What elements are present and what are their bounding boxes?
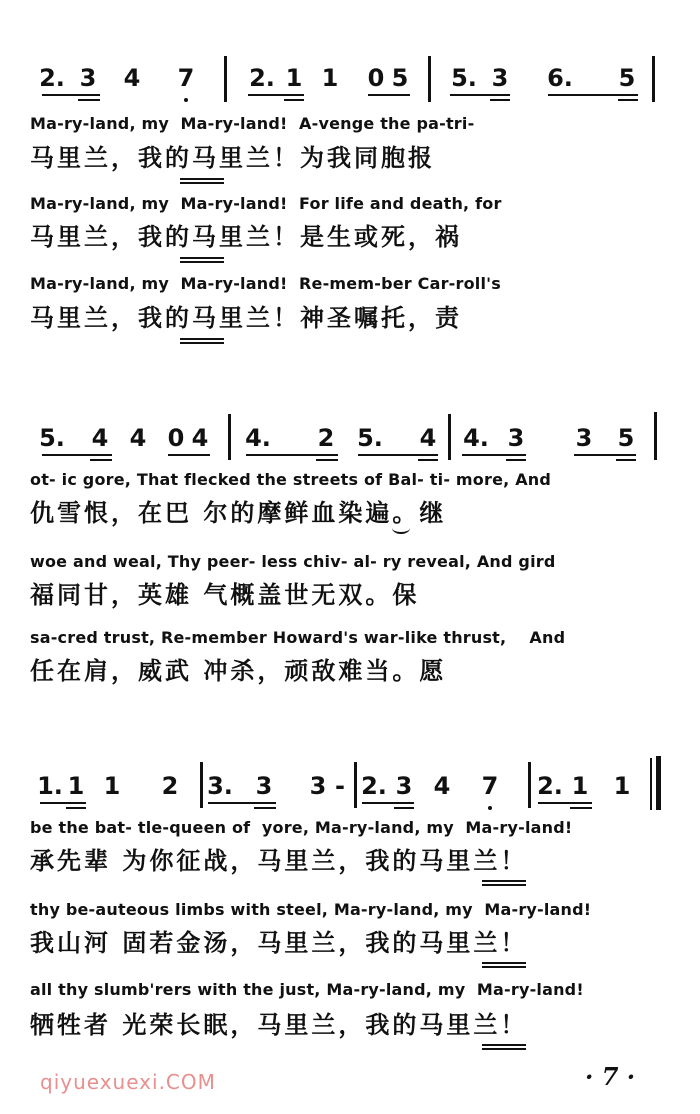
note: 6. bbox=[547, 64, 573, 92]
note: 2. bbox=[39, 64, 65, 92]
beam-underline bbox=[570, 807, 592, 809]
double-underline bbox=[482, 962, 526, 964]
note: 3 bbox=[395, 772, 413, 800]
note: 4 bbox=[191, 424, 209, 452]
double-underline bbox=[482, 884, 526, 886]
note: 4. bbox=[463, 424, 489, 452]
beam-underline bbox=[254, 807, 276, 809]
lyric-line-english: ot- ic gore, That flecked the streets of Bal- ti- more, And bbox=[30, 470, 552, 489]
note: 4 bbox=[129, 424, 147, 452]
note: 5 bbox=[618, 64, 636, 92]
beam-underline bbox=[208, 802, 276, 804]
lyric-line-english: Ma-ry-land, my Ma-ry-land! For life and death, for bbox=[30, 194, 502, 213]
note: 2 bbox=[317, 424, 335, 452]
note: 2. bbox=[537, 772, 563, 800]
lyric-line-chinese: 福同甘，英雄 气概盖世无双。保 bbox=[30, 581, 420, 609]
double-underline bbox=[482, 966, 526, 968]
note: 5 bbox=[391, 64, 409, 92]
note: 1 bbox=[67, 772, 85, 800]
beam-underline bbox=[40, 802, 86, 804]
note: 3 bbox=[309, 772, 327, 800]
final-barline-thin bbox=[650, 758, 652, 810]
lyric-line-chinese: 马里兰，我的马里兰！神圣嘱托，责 bbox=[30, 304, 462, 332]
note: 2 bbox=[161, 772, 179, 800]
lyric-line-chinese: 我山河 固若金汤，马里兰，我的马里兰！ bbox=[30, 929, 528, 957]
note: 3 bbox=[575, 424, 593, 452]
note: 4. bbox=[245, 424, 271, 452]
note: 1 bbox=[321, 64, 339, 92]
lyric-line-english: woe and weal, Thy peer- less chiv- al- ry reveal, And gird bbox=[30, 552, 556, 571]
final-barline-thick bbox=[656, 756, 661, 810]
beam-underline bbox=[362, 802, 414, 804]
double-underline bbox=[482, 880, 526, 882]
lyric-line-chinese: 任在肩，威武 冲杀，顽敌难当。愿 bbox=[30, 657, 447, 685]
note: 1 bbox=[285, 64, 303, 92]
watermark-text: qiyuexuexi.COM bbox=[40, 1070, 216, 1094]
note: 1 bbox=[613, 772, 631, 800]
note: 2. bbox=[361, 772, 387, 800]
note: 4 bbox=[419, 424, 437, 452]
note: 2. bbox=[249, 64, 275, 92]
note: 0 bbox=[367, 64, 385, 92]
lyric-line-chinese: 仇雪恨，在巴 尔的摩鲜血染遍。继 bbox=[30, 499, 447, 527]
note: 4 bbox=[433, 772, 451, 800]
note: 3 bbox=[491, 64, 509, 92]
beam-underline bbox=[538, 802, 592, 804]
note: 1. bbox=[37, 772, 63, 800]
barline bbox=[200, 762, 203, 808]
note: 3 bbox=[507, 424, 525, 452]
lower-octave-dot bbox=[488, 806, 492, 810]
note: 5 bbox=[617, 424, 635, 452]
note: 5. bbox=[357, 424, 383, 452]
note: 4 bbox=[91, 424, 109, 452]
note: 3 bbox=[255, 772, 273, 800]
note: 7 bbox=[177, 64, 195, 92]
lyric-line-english: be the bat- tle-queen of yore, Ma-ry-land, my Ma-ry-land! bbox=[30, 818, 573, 837]
note: 3 bbox=[79, 64, 97, 92]
note: 3. bbox=[207, 772, 233, 800]
note: 4 bbox=[123, 64, 141, 92]
lyric-line-english: Ma-ry-land, my Ma-ry-land! A-venge the pa-tri- bbox=[30, 114, 475, 133]
note: 7 bbox=[481, 772, 499, 800]
lyric-line-english: thy be-auteous limbs with steel, Ma-ry-land, my Ma-ry-land! bbox=[30, 900, 592, 919]
note: 1 bbox=[103, 772, 121, 800]
lyric-line-english: all thy slumb'rers with the just, Ma-ry-land, my Ma-ry-land! bbox=[30, 980, 584, 999]
lyric-line-chinese: 牺牲者 光荣长眠，马里兰，我的马里兰！ bbox=[30, 1011, 528, 1039]
lyric-line-chinese: 承先辈 为你征战，马里兰，我的马里兰！ bbox=[30, 847, 528, 875]
lyric-line-english: sa-cred trust, Re-member Howard's war-like thrust, And bbox=[30, 628, 566, 647]
lyric-line-chinese: 马里兰，我的马里兰！为我同胞报 bbox=[30, 144, 435, 172]
note: - bbox=[335, 772, 345, 800]
barline bbox=[528, 762, 531, 808]
note: 0 bbox=[167, 424, 185, 452]
barline bbox=[354, 762, 357, 808]
note: 5. bbox=[39, 424, 65, 452]
note: 1 bbox=[571, 772, 589, 800]
double-underline bbox=[482, 1044, 526, 1046]
double-underline bbox=[482, 1048, 526, 1050]
beam-underline bbox=[394, 807, 414, 809]
lyric-line-chinese: 马里兰，我的马里兰！是生或死，祸 bbox=[30, 223, 462, 251]
note: 5. bbox=[451, 64, 477, 92]
lyric-line-english: Ma-ry-land, my Ma-ry-land! Re-mem-ber Car-roll's bbox=[30, 274, 501, 293]
page-number: · 7 · bbox=[585, 1062, 636, 1091]
beam-underline bbox=[66, 807, 86, 809]
